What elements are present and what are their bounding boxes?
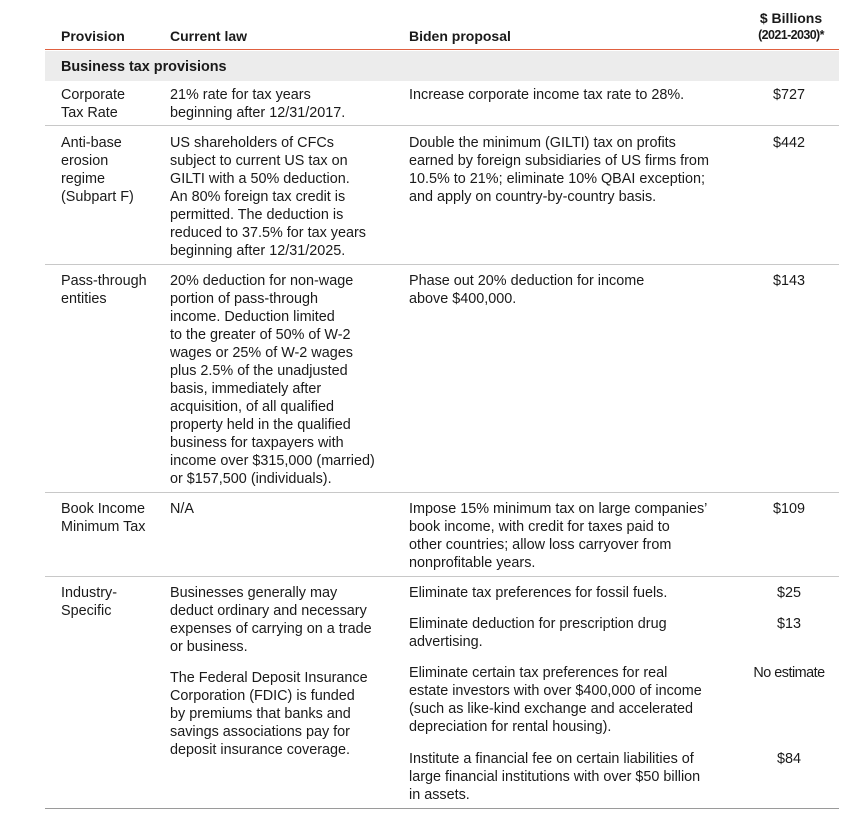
industry-proposal-drug bbox=[409, 615, 667, 651]
current-law-line: acquisition, of all qualified bbox=[170, 399, 334, 415]
provision-line: Anti-base bbox=[61, 135, 122, 151]
proposal-line: depreciation for rental housing). bbox=[409, 719, 612, 735]
proposal-line: other countries; allow loss carryover from bbox=[409, 537, 672, 553]
proposal-line: estate investors with over $400,000 of income bbox=[409, 683, 702, 699]
current-law-line: plus 2.5% of the unadjusted bbox=[170, 363, 348, 379]
row-corporate-billions: $727 bbox=[772, 87, 805, 103]
provision-line: entities bbox=[61, 291, 107, 307]
current-law-line: expenses of carrying on a trade bbox=[170, 621, 372, 637]
table-bottom-rule bbox=[45, 808, 839, 809]
current-law-line: or business. bbox=[170, 639, 248, 655]
row-bookincome-billions: $109 bbox=[772, 501, 805, 517]
provision-line: Book Income bbox=[61, 501, 145, 517]
proposal-line: Phase out 20% deduction for income bbox=[409, 273, 645, 289]
row-passthrough-provision bbox=[61, 272, 147, 308]
section-title: Business tax provisions bbox=[61, 59, 227, 75]
row-antibase-proposal bbox=[409, 134, 709, 206]
current-law-line: GILTI with a 50% deduction. bbox=[170, 171, 350, 187]
current-law-line: by premiums that banks and bbox=[170, 706, 351, 722]
industry-proposal-fossil bbox=[409, 584, 667, 602]
current-law-line: deduct ordinary and necessary bbox=[170, 603, 367, 619]
current-law-line: The Federal Deposit Insurance bbox=[170, 670, 368, 686]
current-law-line: 21% rate for tax years bbox=[170, 87, 311, 103]
col-header-biden-proposal: Biden proposal bbox=[409, 28, 511, 44]
industry-billions-real-estate: No estimate bbox=[753, 665, 825, 681]
industry-billions-financial-fee: $84 bbox=[776, 751, 801, 767]
row-passthrough-proposal bbox=[409, 272, 644, 308]
row-industry-current-law-b bbox=[170, 669, 368, 759]
proposal-line: earned by foreign subsidiaries of US firms from bbox=[409, 153, 709, 169]
current-law-line: business for taxpayers with bbox=[170, 435, 344, 451]
proposal-line: Eliminate tax preferences for fossil fuels. bbox=[409, 585, 668, 601]
row-corporate-provision bbox=[61, 86, 125, 122]
current-law-line: wages or 25% of W-2 wages bbox=[170, 345, 353, 361]
col-header-current-law: Current law bbox=[170, 28, 248, 44]
provision-line: Minimum Tax bbox=[61, 519, 146, 535]
row-antibase-current-law bbox=[170, 134, 366, 260]
provision-line: Pass-through bbox=[61, 273, 147, 289]
row-corporate-proposal bbox=[409, 86, 684, 104]
provision-line: (Subpart F) bbox=[61, 189, 134, 205]
row-industry-provision bbox=[61, 584, 117, 620]
current-law-line: reduced to 37.5% for tax years bbox=[170, 225, 366, 241]
provision-line: Industry- bbox=[61, 585, 117, 601]
proposal-line: (such as like-kind exchange and accelerated bbox=[409, 701, 693, 717]
industry-proposal-real-estate bbox=[409, 664, 702, 736]
row-bookincome-proposal bbox=[409, 500, 707, 572]
provision-line: Specific bbox=[61, 603, 112, 619]
row-divider bbox=[45, 492, 839, 493]
current-law-line: Corporation (FDIC) is funded bbox=[170, 688, 355, 704]
proposal-line: Impose 15% minimum tax on large companies’ bbox=[409, 501, 708, 517]
provision-line: regime bbox=[61, 171, 105, 187]
row-divider bbox=[45, 264, 839, 265]
current-law-line: savings associations pay for bbox=[170, 724, 350, 740]
current-law-line: property held in the qualified bbox=[170, 417, 351, 433]
industry-billions-drug: $13 bbox=[776, 616, 801, 632]
proposal-line: Institute a financial fee on certain liabilities of bbox=[409, 751, 694, 767]
col-header-provision: Provision bbox=[61, 28, 125, 44]
row-passthrough-billions: $143 bbox=[772, 273, 805, 289]
proposal-line: nonprofitable years. bbox=[409, 555, 536, 571]
current-law-line: permitted. The deduction is bbox=[170, 207, 344, 223]
current-law-line: beginning after 12/31/2025. bbox=[170, 243, 346, 259]
current-law-line: deposit insurance coverage. bbox=[170, 742, 350, 758]
industry-billions-fossil: $25 bbox=[776, 585, 801, 601]
row-divider bbox=[45, 576, 839, 577]
proposal-line: large financial institutions with over $50 billion bbox=[409, 769, 701, 785]
proposal-line: in assets. bbox=[409, 787, 470, 803]
proposal-line: Eliminate deduction for prescription drug bbox=[409, 616, 667, 632]
proposal-line: above $400,000. bbox=[409, 291, 517, 307]
row-antibase-billions: $442 bbox=[772, 135, 805, 151]
provision-line: Corporate bbox=[61, 87, 125, 103]
current-law-line: income over $315,000 (married) bbox=[170, 453, 375, 469]
current-law-line: Businesses generally may bbox=[170, 585, 338, 601]
current-law-line: or $157,500 (individuals). bbox=[170, 471, 332, 487]
row-bookincome-current-law bbox=[170, 500, 194, 518]
current-law-line: basis, immediately after bbox=[170, 381, 322, 397]
provision-line: Tax Rate bbox=[61, 105, 118, 121]
current-law-line: 20% deduction for non-wage bbox=[170, 273, 354, 289]
current-law-line: to the greater of 50% of W-2 bbox=[170, 327, 351, 343]
proposal-line: book income, with credit for taxes paid to bbox=[409, 519, 670, 535]
current-law-line: An 80% foreign tax credit is bbox=[170, 189, 346, 205]
row-industry-current-law-a bbox=[170, 584, 372, 656]
row-corporate-current-law bbox=[170, 86, 345, 122]
current-law-line: US shareholders of CFCs bbox=[170, 135, 334, 151]
proposal-line: 10.5% to 21%; eliminate 10% QBAI exception; bbox=[409, 171, 705, 187]
proposal-line: Eliminate certain tax preferences for real bbox=[409, 665, 668, 681]
row-antibase-provision bbox=[61, 134, 134, 206]
current-law-line: income. Deduction limited bbox=[170, 309, 335, 325]
current-law-line: N/A bbox=[170, 501, 194, 517]
row-divider bbox=[45, 125, 839, 126]
proposal-line: Increase corporate income tax rate to 28%. bbox=[409, 87, 685, 103]
industry-proposal-financial-fee bbox=[409, 750, 700, 804]
row-passthrough-current-law bbox=[170, 272, 375, 488]
col-header-billions bbox=[743, 10, 839, 44]
proposal-line: advertising. bbox=[409, 634, 483, 650]
row-bookincome-provision bbox=[61, 500, 146, 536]
proposal-line: Double the minimum (GILTI) tax on profits bbox=[409, 135, 676, 151]
current-law-line: beginning after 12/31/2017. bbox=[170, 105, 346, 121]
col-header-billions-line2: (2021-2030)* bbox=[758, 28, 824, 42]
header-rule bbox=[45, 49, 839, 50]
col-header-billions-line1: $ Billions bbox=[759, 10, 823, 26]
provision-line: erosion bbox=[61, 153, 109, 169]
proposal-line: and apply on country-by-country basis. bbox=[409, 189, 657, 205]
current-law-line: portion of pass-through bbox=[170, 291, 318, 307]
current-law-line: subject to current US tax on bbox=[170, 153, 348, 169]
